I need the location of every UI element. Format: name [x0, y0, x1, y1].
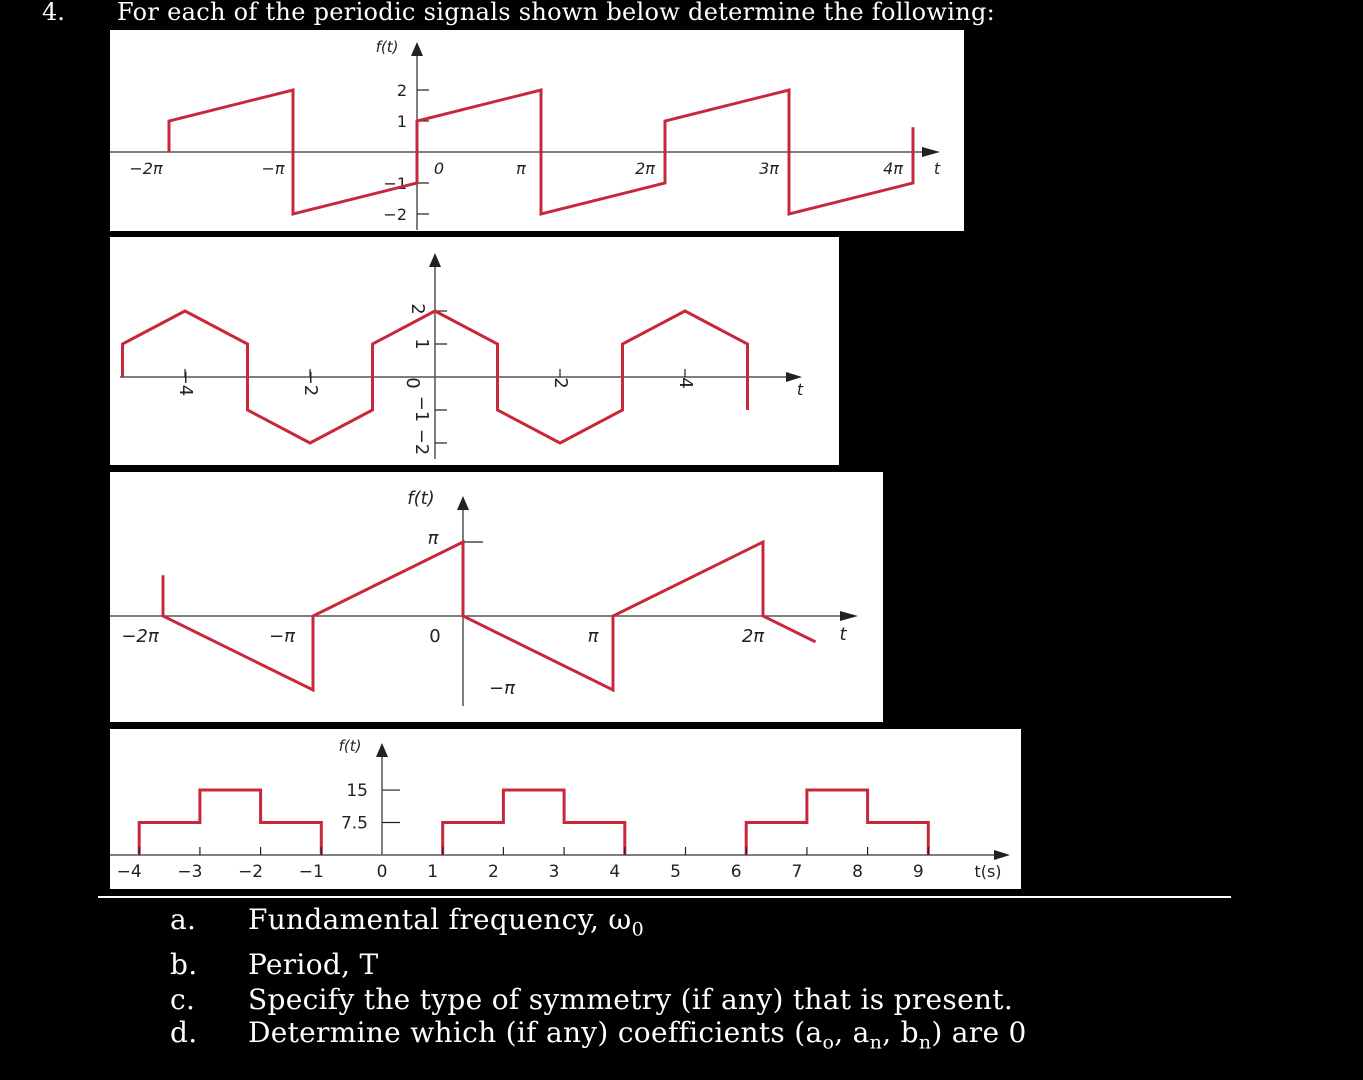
x-tick-label: 2: [487, 862, 499, 882]
y-tick-label: 2: [396, 81, 407, 100]
y-axis-label: f(t): [407, 488, 435, 509]
x-tick-label: 0: [402, 377, 423, 389]
x-tick-label: 3π: [759, 159, 779, 178]
x-tick-label: −2: [238, 862, 264, 882]
item-d-label: d.: [170, 1016, 198, 1049]
question-number: 4.: [42, 0, 65, 26]
chart-2-panel: [110, 237, 839, 465]
y-tick-label: −1: [411, 395, 432, 423]
item-c-label: c.: [170, 983, 196, 1016]
y-tick-label: −π: [489, 678, 515, 699]
question-text: For each of the periodic signals shown below determine the following:: [117, 0, 996, 26]
y-tick-label: −2: [411, 428, 432, 456]
x-tick-label: 4: [609, 862, 621, 882]
x-tick-label: 2π: [635, 159, 655, 178]
x-tick-label: 3: [548, 862, 560, 882]
y-tick-label: 2: [407, 303, 428, 315]
x-axis-label: t: [933, 159, 941, 178]
y-axis-arrow: [429, 253, 441, 267]
x-tick-label: −4: [116, 862, 142, 882]
y-tick-label: π: [427, 528, 439, 549]
x-tick-label: 0: [376, 862, 388, 882]
pulse-2: [443, 790, 625, 855]
x-tick-label: 0: [433, 159, 445, 178]
y-tick-label: 1: [396, 112, 407, 131]
item-a-label: a.: [170, 903, 197, 936]
omega-subscript: 0: [631, 918, 644, 941]
chart-1: [110, 30, 964, 231]
separator-line: [98, 896, 1231, 898]
item-b-label: b.: [170, 948, 198, 981]
y-axis-arrow: [457, 496, 469, 510]
y-tick-label: 1: [411, 338, 432, 350]
pulse-1: [139, 790, 321, 855]
x-axis-arrow: [922, 147, 940, 157]
x-tick-label: 6: [730, 862, 742, 882]
x-tick-label: 0: [429, 626, 441, 647]
item-c-text: Specify the type of symmetry (if any) that is present.: [248, 983, 1014, 1016]
item-d-text: Determine which (if any) coefficients ($a_o$, $a_n$, $b_n$) are 0: [248, 1016, 1027, 1054]
y-axis-arrow: [376, 743, 388, 757]
x-tick-label: −2π: [121, 626, 159, 647]
item-a-text: Fundamental frequency, $\omega_0$: [248, 903, 644, 941]
y-tick-label: −2: [383, 205, 407, 224]
x-tick-label: 5: [670, 862, 681, 882]
x-tick-label: 4π: [883, 159, 903, 178]
x-tick-label: −4: [175, 369, 196, 397]
chart-4: [110, 729, 1021, 889]
pulse-3: [746, 790, 928, 855]
x-tick-label: π: [587, 626, 599, 647]
x-tick-label: 2: [550, 377, 571, 389]
x-tick-label: −2: [300, 369, 321, 397]
x-axis-label: t: [796, 380, 804, 399]
chart-2: [110, 237, 839, 465]
y-tick-label: −1: [383, 174, 407, 193]
x-tick-label: 2π: [741, 626, 765, 647]
x-tick-label: 1: [427, 862, 439, 882]
x-tick-label: 7: [791, 862, 803, 882]
y-tick-label: 15: [346, 781, 368, 802]
y-axis-label: f(t): [338, 737, 362, 755]
item-b-text: Period, T: [248, 948, 379, 981]
x-tick-label: 8: [852, 862, 864, 882]
x-tick-label: 4: [675, 377, 696, 389]
x-axis-label: t: [839, 624, 847, 645]
x-tick-label: −π: [261, 159, 285, 178]
x-axis-arrow: [994, 850, 1010, 860]
x-tick-label: −1: [298, 862, 324, 882]
x-axis-arrow: [840, 611, 858, 621]
x-axis-label: t(s): [974, 862, 1002, 881]
y-axis-arrow: [411, 42, 423, 56]
x-tick-label: −2π: [129, 159, 163, 178]
chart-3-panel: [110, 472, 883, 722]
x-tick-label: −π: [269, 626, 295, 647]
y-axis-label: f(t): [375, 38, 399, 56]
x-tick-label: 9: [912, 862, 924, 882]
y-tick-label: 7.5: [340, 813, 368, 834]
chart-4-panel: [110, 729, 1021, 889]
x-tick-label: −3: [177, 862, 203, 882]
chart-3: [110, 472, 883, 722]
x-tick-label: π: [516, 159, 526, 178]
chart-1-panel: [110, 30, 964, 231]
